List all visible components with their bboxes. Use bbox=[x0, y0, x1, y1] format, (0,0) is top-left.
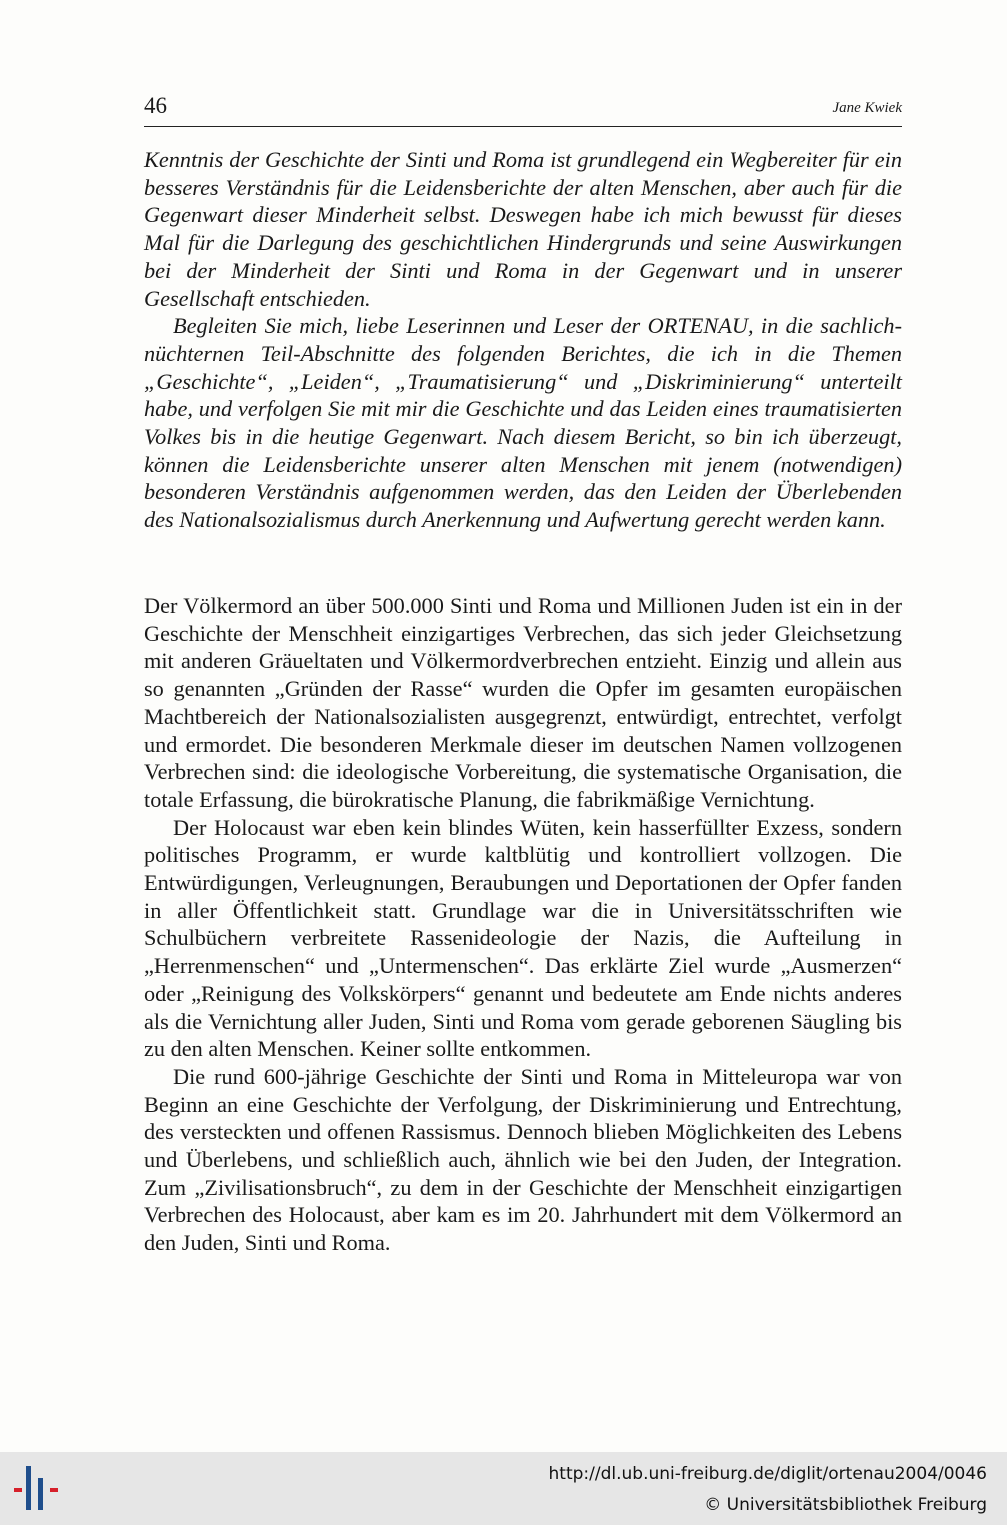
intro-paragraph: Kenntnis der Geschichte der Sinti und Roma ist grundlegend ein Wegbereiter für ein besseres Verständnis für die Leidensberichte der alten Menschen, aber auch für die Gegenwart dieser Minderheit selbst. Deswegen habe ich mich bewusst für dieses Mal für die Darlegung des geschichtlichen Hindergrunds und seine Auswirkungen bei der Minderheit der Sinti und Roma in der Gegenwart und in unserer Gesellschaft entschieden. bbox=[144, 147, 902, 311]
intro-paragraph: Begleiten Sie mich, liebe Leserinnen und Leser der ORTENAU, in die sachlich-nüchternen Teil-Abschnitte des folgenden Berichtes, die ich in die Themen „Geschichte“, „Leiden“, „Traumatisierung“ und „Diskriminierung“ unterteilt habe, und verfolgen Sie mit mir die Geschichte und das Leiden eines traumatisierten Volkes bis in die heutige Gegenwart. Nach diesem Bericht, so bin ich überzeugt, können die Leidensberichte unserer alten Menschen mit jenem (notwendigen) besonderen Verständnis aufgenommen werden, das den Leiden der Überlebenden des Nationalsozialismus durch Anerkennung und Aufwertung gerecht werden kann. bbox=[144, 313, 902, 533]
intro-text bbox=[144, 146, 902, 534]
ub-freiburg-logo-icon bbox=[12, 1464, 64, 1512]
body-paragraph: Der Holocaust war eben kein blindes Wüten, kein hasserfüllter Exzess, sondern politisches Programm, er wurde kaltblütig und kontrolliert vollzogen. Die Entwürdigungen, Verleugnungen, Beraubungen und Deportationen der Opfer fanden in aller Öffentlichkeit statt. Grundlage war die in Universitätsschriften wie Schulbüchern verbreitete Rassenideologie der Nazis, die Aufteilung in „Herrenmenschen“ und „Untermenschen“. Das erklärte Ziel wurde „Ausmerzen“ oder „Reinigung des Volkskörpers“ genannt und bedeutete am Ende nichts anderes als die Vernichtung aller Juden, Sinti und Roma vom gerade geborenen Säugling bis zu den alten Menschen. Keiner sollte entkommen. bbox=[144, 814, 902, 1062]
page-number: 46 bbox=[144, 93, 167, 118]
body-paragraph: Die rund 600-jährige Geschichte der Sinti und Roma in Mitteleuropa war von Beginn an eine Geschichte der Verfolgung, der Diskriminierung und Entrechtung, des versteckten und offenen Rassismus. Dennoch blieben Möglichkeiten des Lebens und Überlebens, und schließlich auch, ähnlich wie bei den Juden, der Integration. Zum „Zivilisationsbruch“, zu dem in der Geschichte der Menschheit einzigartigen Verbrechen des Holocaust, aber kam es im 20. Jahrhundert mit dem Völkermord an den Juden, Sinti und Roma. bbox=[144, 1063, 902, 1256]
source-url-link[interactable]: http://dl.ub.uni-freiburg.de/diglit/ortenau2004/0046 bbox=[548, 1464, 987, 1484]
running-head-author: Jane Kwiek bbox=[832, 100, 902, 116]
copyright-notice: © Universitätsbibliothek Freiburg bbox=[704, 1495, 987, 1515]
body-text bbox=[144, 592, 902, 1257]
body-paragraph: Der Völkermord an über 500.000 Sinti und Roma und Millionen Juden ist ein in der Geschichte der Menschheit einzigartiges Verbrechen, das sich jeder Gleichsetzung mit anderen Gräueltaten und Völkermordverbrechen entzieht. Einzig und allein aus so genannten „Gründen der Rasse“ wurden die Opfer im gesamten europäischen Machtbereich der Nationalsozialisten ausgegrenzt, entwürdigt, entrechtet, verfolgt und ermordet. Die besonderen Merkmale dieser im deutschen Namen vollzogenen Verbrechen sind: die ideologische Vorbereitung, die systematische Organisation, die totale Erfassung, die bürokratische Planung, die fabrikmäßige Vernichtung. bbox=[144, 593, 902, 812]
page-header bbox=[144, 92, 902, 127]
viewer-footer bbox=[0, 1452, 1007, 1525]
